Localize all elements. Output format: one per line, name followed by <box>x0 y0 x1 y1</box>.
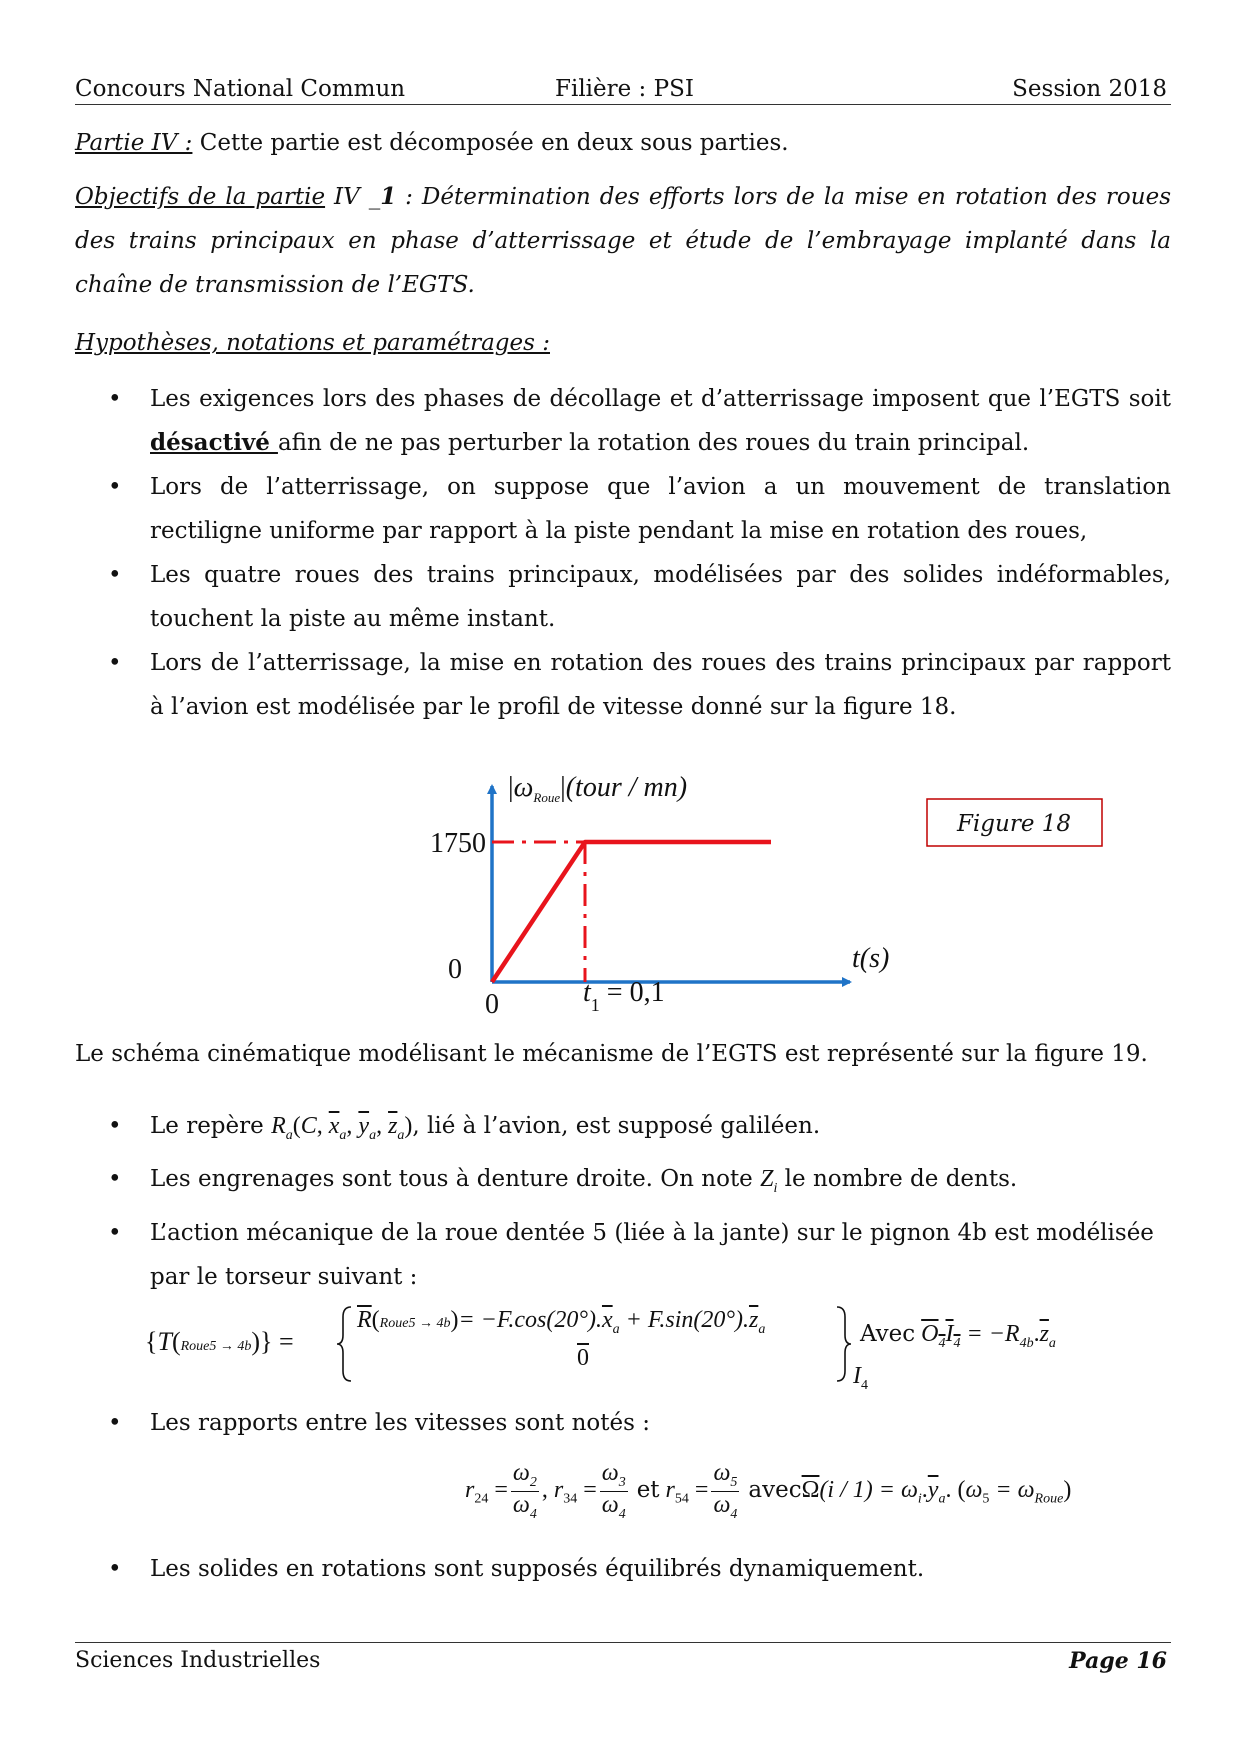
partie-intro <box>75 121 1171 165</box>
torseur-equation <box>145 1305 1175 1393</box>
objectifs-part-num: 1 <box>380 183 397 210</box>
bullet-text: Les solides en rotations sont supposés équilibrés dynamiquement. <box>150 1556 925 1582</box>
header-left: Concours National Commun <box>75 76 406 102</box>
bullet-icon: • <box>108 474 122 500</box>
bullet-text: le nombre de dents. <box>777 1166 1018 1192</box>
t1-label: $t_1 = 0,1$ <box>583 977 665 1015</box>
list-item <box>100 1211 1171 1299</box>
list-item <box>100 1157 1171 1211</box>
bullet-text: Les engrenages sont tous à denture droite. On note <box>150 1166 761 1192</box>
partie-text: Cette partie est décomposée en deux sous parties. <box>192 130 789 156</box>
torseur-lhs: {T(Roue5 → 4b)} = <box>145 1327 294 1356</box>
footer-left: Sciences Industrielles <box>75 1648 321 1673</box>
list-item <box>100 465 1171 553</box>
bullet-text: afin de ne pas perturber la rotation des roues du train principal. <box>277 430 1030 456</box>
bullet-text: , lié à l’avion, est supposé galiléen. <box>412 1113 821 1139</box>
figure-18-chart <box>0 760 1240 1020</box>
avec-relation: Avec $O_4I_4 = -R_{4b}.\overline{z}_a$ <box>860 1321 1056 1351</box>
zi-symbol: $Z_i$ <box>760 1166 778 1196</box>
y-tick-1750: 1750 <box>430 828 486 859</box>
bullet-text: Les rapports entre les vitesses sont notés : <box>150 1410 650 1436</box>
torseur-resultante: $\overline{R}(Roue5 \to 4b)= -F.\cos(20^\circ).\overline{x}_a + F.\sin(20^\circ).\overline{z}_a$ <box>357 1307 766 1337</box>
bullet-text: L’action mécanique de la roue dentée 5 (liée à la jante) sur le pignon 4b est modélisée par le torseur suivant : <box>150 1220 1154 1290</box>
figure-caption: Figure 18 <box>956 811 1072 837</box>
x-axis-label: t(s) <box>852 943 890 974</box>
footer-rule <box>75 1642 1171 1643</box>
y-origin-label: 0 <box>448 954 462 985</box>
hypotheses-list <box>100 377 1171 729</box>
list-item <box>100 1401 1171 1445</box>
bullet-icon: • <box>108 1410 122 1436</box>
bullet-text: Le repère <box>150 1113 272 1139</box>
bullet-icon: • <box>108 1220 122 1246</box>
objectifs-text: : Détermination des efforts lors de la mise en rotation des roues des trains principaux en phase d’atterrissage et étude de l’embrayage implanté dans la chaîne de transmission de l’EGTS. <box>75 184 1172 298</box>
objectifs-paragraph <box>75 175 1171 307</box>
list-item <box>100 1104 1171 1158</box>
objectifs-part-code: IV _ <box>325 184 381 210</box>
desactive-emphasis: désactivé <box>150 429 278 456</box>
repere-formula: $R_a(C$, $\overline{x}_a$, $\overline{y}_a$, $\overline{z}_a$) <box>271 1113 413 1143</box>
x-origin-label: 0 <box>485 989 499 1020</box>
torseur-moment: 0 <box>577 1345 589 1371</box>
speed-profile-line <box>492 842 771 982</box>
header-rule <box>75 104 1171 105</box>
list-item <box>100 1547 1171 1591</box>
bullet-text: Lors de l’atterrissage, la mise en rotation des roues des trains principaux par rapport à l’avion est modélisée par le profil de vitesse donné sur la figure 18. <box>150 650 1171 720</box>
bullet-icon: • <box>108 1113 122 1139</box>
torseur-right-brace <box>833 1305 853 1383</box>
hypotheses-title: Hypothèses, notations et paramétrages : <box>75 330 550 356</box>
rapports-formula: $r_{24}$ = $\frac{\omega_2}{\omega_4}$ , $r_{34}$ = $\frac{\omega_3}{\omega_4}$ et $r_{54}$ = $\frac{\omega_5}{\omega_4}$ $avec\overline{\Omega}(i / 1) = \omega_i.\overline{y}_a$. $(\omega_5 = \omega_{Roue})$ <box>465 1460 1072 1522</box>
torseur-left-brace <box>335 1305 355 1383</box>
bullet-icon: • <box>108 1166 122 1192</box>
list-item <box>100 377 1171 465</box>
page-number: Page 16 <box>1069 1648 1167 1674</box>
bullet-text: Les exigences lors des phases de décollage et d’atterrissage imposent que l’EGTS soit <box>150 386 1171 412</box>
bullet-text: Les quatre roues des trains principaux, modélisées par des solides indéformables, touchent la piste au même instant. <box>150 562 1171 632</box>
schema-paragraph: Le schéma cinématique modélisant le mécanisme de l’EGTS est représenté sur la figure 19. <box>75 1041 1148 1067</box>
bullet-icon: • <box>108 562 122 588</box>
torseur-point: $I_4$ <box>853 1363 868 1393</box>
header-center: Filière : PSI <box>555 76 694 102</box>
header-right: Session 2018 <box>1012 76 1167 102</box>
bullet-icon: • <box>108 386 122 412</box>
list-item <box>100 641 1171 729</box>
objectifs-label: Objectifs de la partie <box>75 184 326 210</box>
bullet-icon: • <box>108 1556 122 1582</box>
bullet-icon: • <box>108 650 122 676</box>
list-item <box>100 553 1171 641</box>
y-axis-label: $|\omega_{Roue}|(tour / mn)$ <box>508 772 688 805</box>
partie-label: Partie IV : <box>75 130 193 156</box>
bullet-text: Lors de l’atterrissage, on suppose que l’avion a un mouvement de translation rectiligne uniforme par rapport à la piste pendant la mise en rotation des roues, <box>150 474 1171 544</box>
